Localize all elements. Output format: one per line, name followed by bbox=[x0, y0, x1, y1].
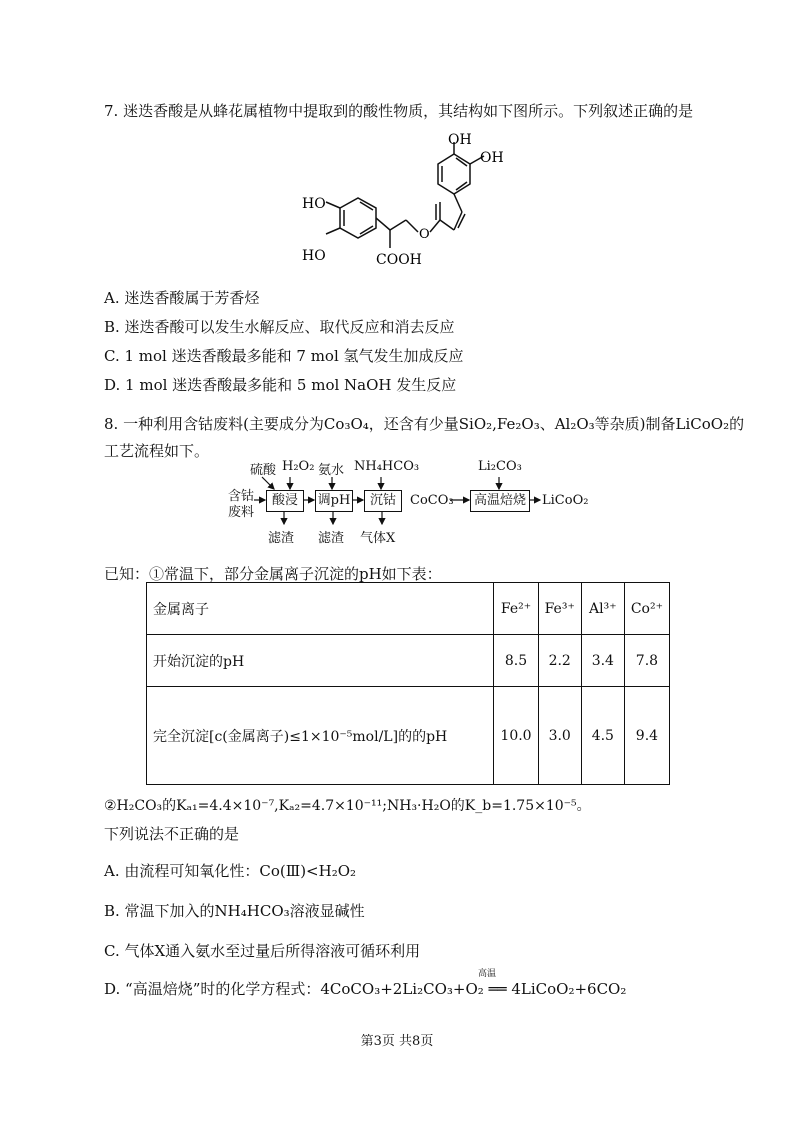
q7-option-c: C. 1 mol 迷迭香酸最多能和 7 mol 氢气发生加成反应 bbox=[104, 347, 464, 365]
q8-stem-line1: 8. 一种利用含钴废料(主要成分为Co₃O₄，还含有少量SiO₂,Fe₂O₃、Al₂O₃等杂质)制备LiCoO₂的 bbox=[104, 415, 745, 433]
q8-stem-line2: 工艺流程如下。 bbox=[104, 442, 210, 460]
q7-stem: 7. 迷迭香酸是从蜂花属植物中提取到的酸性物质，其结构如下图所示。下列叙述正确的是 bbox=[104, 102, 694, 120]
output-gas-x: 气体X bbox=[360, 531, 396, 546]
q7-option-d: D. 1 mol 迷迭香酸最多能和 5 mol NaOH 发生反应 bbox=[104, 376, 457, 394]
ho-upper-label: HO bbox=[302, 196, 326, 212]
output-filter-residue-1: 滤渣 bbox=[268, 531, 295, 546]
step-calcination: 高温焙烧 bbox=[470, 490, 530, 512]
table-row bbox=[147, 687, 670, 785]
intermediate-coco3: CoCO₃ bbox=[410, 493, 454, 508]
equation-condition: 高温 bbox=[478, 969, 497, 979]
table-cell: 完全沉淀[c(金属离子)≤1×10⁻⁵mol/L]的的pH bbox=[147, 687, 494, 785]
oh-top-label: OH bbox=[448, 132, 472, 148]
q7-option-a: A. 迷迭香酸属于芳香烃 bbox=[104, 289, 260, 307]
table-cell: 3.4 bbox=[581, 635, 624, 687]
table-header-cell: 金属离子 bbox=[147, 583, 494, 635]
table-cell: 开始沉淀的pH bbox=[147, 635, 494, 687]
step-precipitate-cobalt: 沉钴 bbox=[364, 490, 402, 512]
table-header-cell: Fe³⁺ bbox=[538, 583, 581, 635]
table-header-cell: Co²⁺ bbox=[624, 583, 669, 635]
table-header-cell: Fe²⁺ bbox=[494, 583, 538, 635]
q8-option-a: A. 由流程可知氧化性：Co(Ⅲ)<H₂O₂ bbox=[104, 862, 357, 880]
page-number: 第3页 共8页 bbox=[360, 1034, 434, 1049]
oh-right-label: OH bbox=[480, 150, 504, 166]
q7-option-b: B. 迷迭香酸可以发生水解反应、取代反应和消去反应 bbox=[104, 318, 455, 336]
reagent-h2o2: H₂O₂ bbox=[282, 459, 315, 474]
q8-option-d: D. “高温焙烧”时的化学方程式：4CoCO₃+2Li₂CO₃+O₂ ══ 4LiCoO₂+6CO₂ bbox=[104, 980, 627, 998]
output-filter-residue-2: 滤渣 bbox=[318, 531, 345, 546]
reagent-li2co3: Li₂CO₃ bbox=[478, 459, 522, 474]
flow-arrows bbox=[220, 470, 560, 530]
q8-option-b: B. 常温下加入的NH₄HCO₃溶液显碱性 bbox=[104, 902, 365, 920]
table-cell: 10.0 bbox=[494, 687, 538, 785]
table-cell: 3.0 bbox=[538, 687, 581, 785]
ho-lower-label: HO bbox=[302, 248, 326, 264]
table-cell: 2.2 bbox=[538, 635, 581, 687]
table-header-row bbox=[147, 583, 670, 635]
step-adjust-ph: 调pH bbox=[315, 490, 353, 512]
reagent-ammonia: 氨水 bbox=[318, 463, 345, 478]
raw-material-line1: 含钴 bbox=[228, 489, 255, 504]
reagent-sulfuric-acid: 硫酸 bbox=[250, 463, 277, 478]
table-cell: 4.5 bbox=[581, 687, 624, 785]
ester-oxygen-label: O bbox=[419, 227, 430, 242]
table-header-cell: Al³⁺ bbox=[581, 583, 624, 635]
raw-material-line2: 废料 bbox=[228, 505, 255, 520]
rosmarinic-acid-structure bbox=[290, 130, 530, 280]
table-row bbox=[147, 635, 670, 687]
q8-option-c: C. 气体X通入氨水至过量后所得溶液可循环利用 bbox=[104, 942, 421, 960]
reagent-nh4hco3: NH₄HCO₃ bbox=[354, 459, 420, 474]
q8-question: 下列说法不正确的是 bbox=[104, 825, 240, 843]
step-acid-leach: 酸浸 bbox=[266, 490, 304, 512]
product-licoo2: LiCoO₂ bbox=[542, 493, 589, 508]
q8-known-2: ②H₂CO₃的Kₐ₁=4.4×10⁻⁷,Kₐ₂=4.7×10⁻¹¹;NH₃·H₂O的K_b=1.75×10⁻⁵。 bbox=[104, 798, 591, 814]
table-cell: 7.8 bbox=[624, 635, 669, 687]
table-cell: 8.5 bbox=[494, 635, 538, 687]
table-cell: 9.4 bbox=[624, 687, 669, 785]
cooh-label: COOH bbox=[376, 252, 422, 268]
precipitation-ph-table bbox=[146, 582, 670, 785]
q8-known-1: 已知：①常温下，部分金属离子沉淀的pH如下表： bbox=[104, 565, 442, 583]
